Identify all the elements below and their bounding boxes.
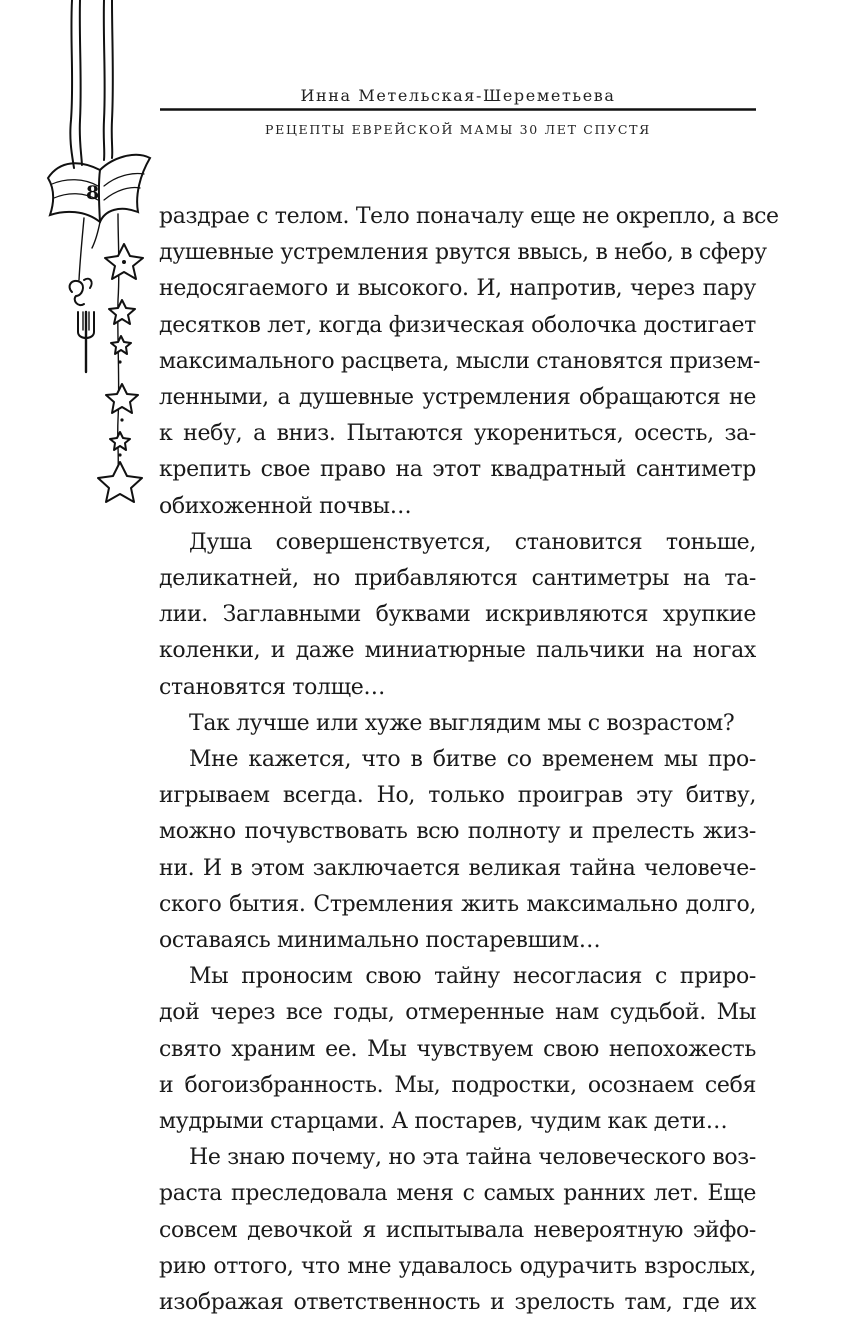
text-line: можно почувствовать всю полноту и прелесть жиз- — [159, 819, 756, 845]
text-line: коленки, и даже миниатюрные пальчики на ногах — [159, 638, 756, 664]
text-line: ленными, а душевные устремления обращаются не — [159, 385, 756, 411]
paragraph — [159, 742, 756, 959]
text-line: и богоизбранность. Мы, подростки, осознаем себя — [159, 1072, 756, 1098]
text-line: ни. И в этом заключается великая тайна человече- — [159, 855, 756, 881]
text-line: недосягаемого и высокого. И, напротив, через пару — [159, 276, 756, 302]
text-line: становятся толще… — [159, 674, 386, 700]
paragraph — [159, 199, 779, 525]
hanging-book-ornament-icon — [0, 0, 170, 520]
text-line: игрываем всегда. Но, только проиграв эту битву, — [159, 783, 756, 809]
text-line: Не знаю почему, но эта тайна человеческого воз- — [189, 1145, 756, 1171]
text-line: деликатней, но прибавляются сантиметры на та- — [159, 566, 756, 592]
text-line: обихоженной почвы… — [159, 493, 412, 519]
paragraph — [159, 959, 756, 1140]
paragraph — [159, 706, 756, 742]
running-header-author: Инна Метельская-Шереметьева — [300, 86, 616, 105]
header-rule — [160, 108, 756, 111]
text-line: лии. Заглавными буквами искривляются хрупкие — [159, 602, 756, 628]
paragraph — [159, 1140, 756, 1321]
running-header-book-title: РЕЦЕПТЫ ЕВРЕЙСКОЙ МАМЫ 30 ЛЕТ СПУСТЯ — [265, 122, 651, 137]
text-line: Мне кажется, что в битве со временем мы про- — [189, 747, 756, 773]
text-line: оставаясь минимально постаревшим… — [159, 928, 601, 954]
text-line: к небу, а вниз. Пытаются укорениться, осесть, за- — [159, 421, 756, 447]
page-number: 8 — [86, 182, 100, 204]
text-line: раздрае с телом. Тело поначалу еще не окрепло, а все — [159, 204, 779, 229]
body-text — [159, 199, 779, 1321]
text-line: десятков лет, когда физическая оболочка достигает — [159, 312, 756, 338]
text-line: раста преследовала меня с самых ранних лет. Еще — [159, 1181, 756, 1207]
text-line: совсем девочкой я испытывала невероятную эйфо- — [159, 1217, 756, 1243]
text-line: мудрыми старцами. А постарев, чудим как дети… — [159, 1109, 728, 1135]
text-line: Так лучше или хуже выглядим мы с возрастом? — [189, 710, 735, 736]
text-line: изображая ответственность и зрелость там, где их — [159, 1290, 756, 1316]
paragraph — [159, 525, 756, 706]
text-line: рию оттого, что мне удавалось одурачить взрослых, — [159, 1253, 756, 1279]
text-line: ского бытия. Стремления жить максимально долго, — [159, 891, 756, 917]
text-line: душевные устремления рвутся ввысь, в небо, в сферу — [159, 240, 767, 266]
text-line: максимального расцвета, мысли становятся призем- — [159, 348, 761, 374]
text-line: крепить свое право на этот квадратный сантиметр — [159, 457, 756, 483]
text-line: свято храним ее. Мы чувствуем свою непохожесть — [159, 1036, 756, 1062]
text-line: Мы проносим свою тайну несогласия с приро- — [189, 964, 756, 990]
text-line: дой через все годы, отмеренные нам судьбой. Мы — [159, 1000, 756, 1026]
text-line: Душа совершенствуется, становится тоньше, — [189, 529, 756, 555]
